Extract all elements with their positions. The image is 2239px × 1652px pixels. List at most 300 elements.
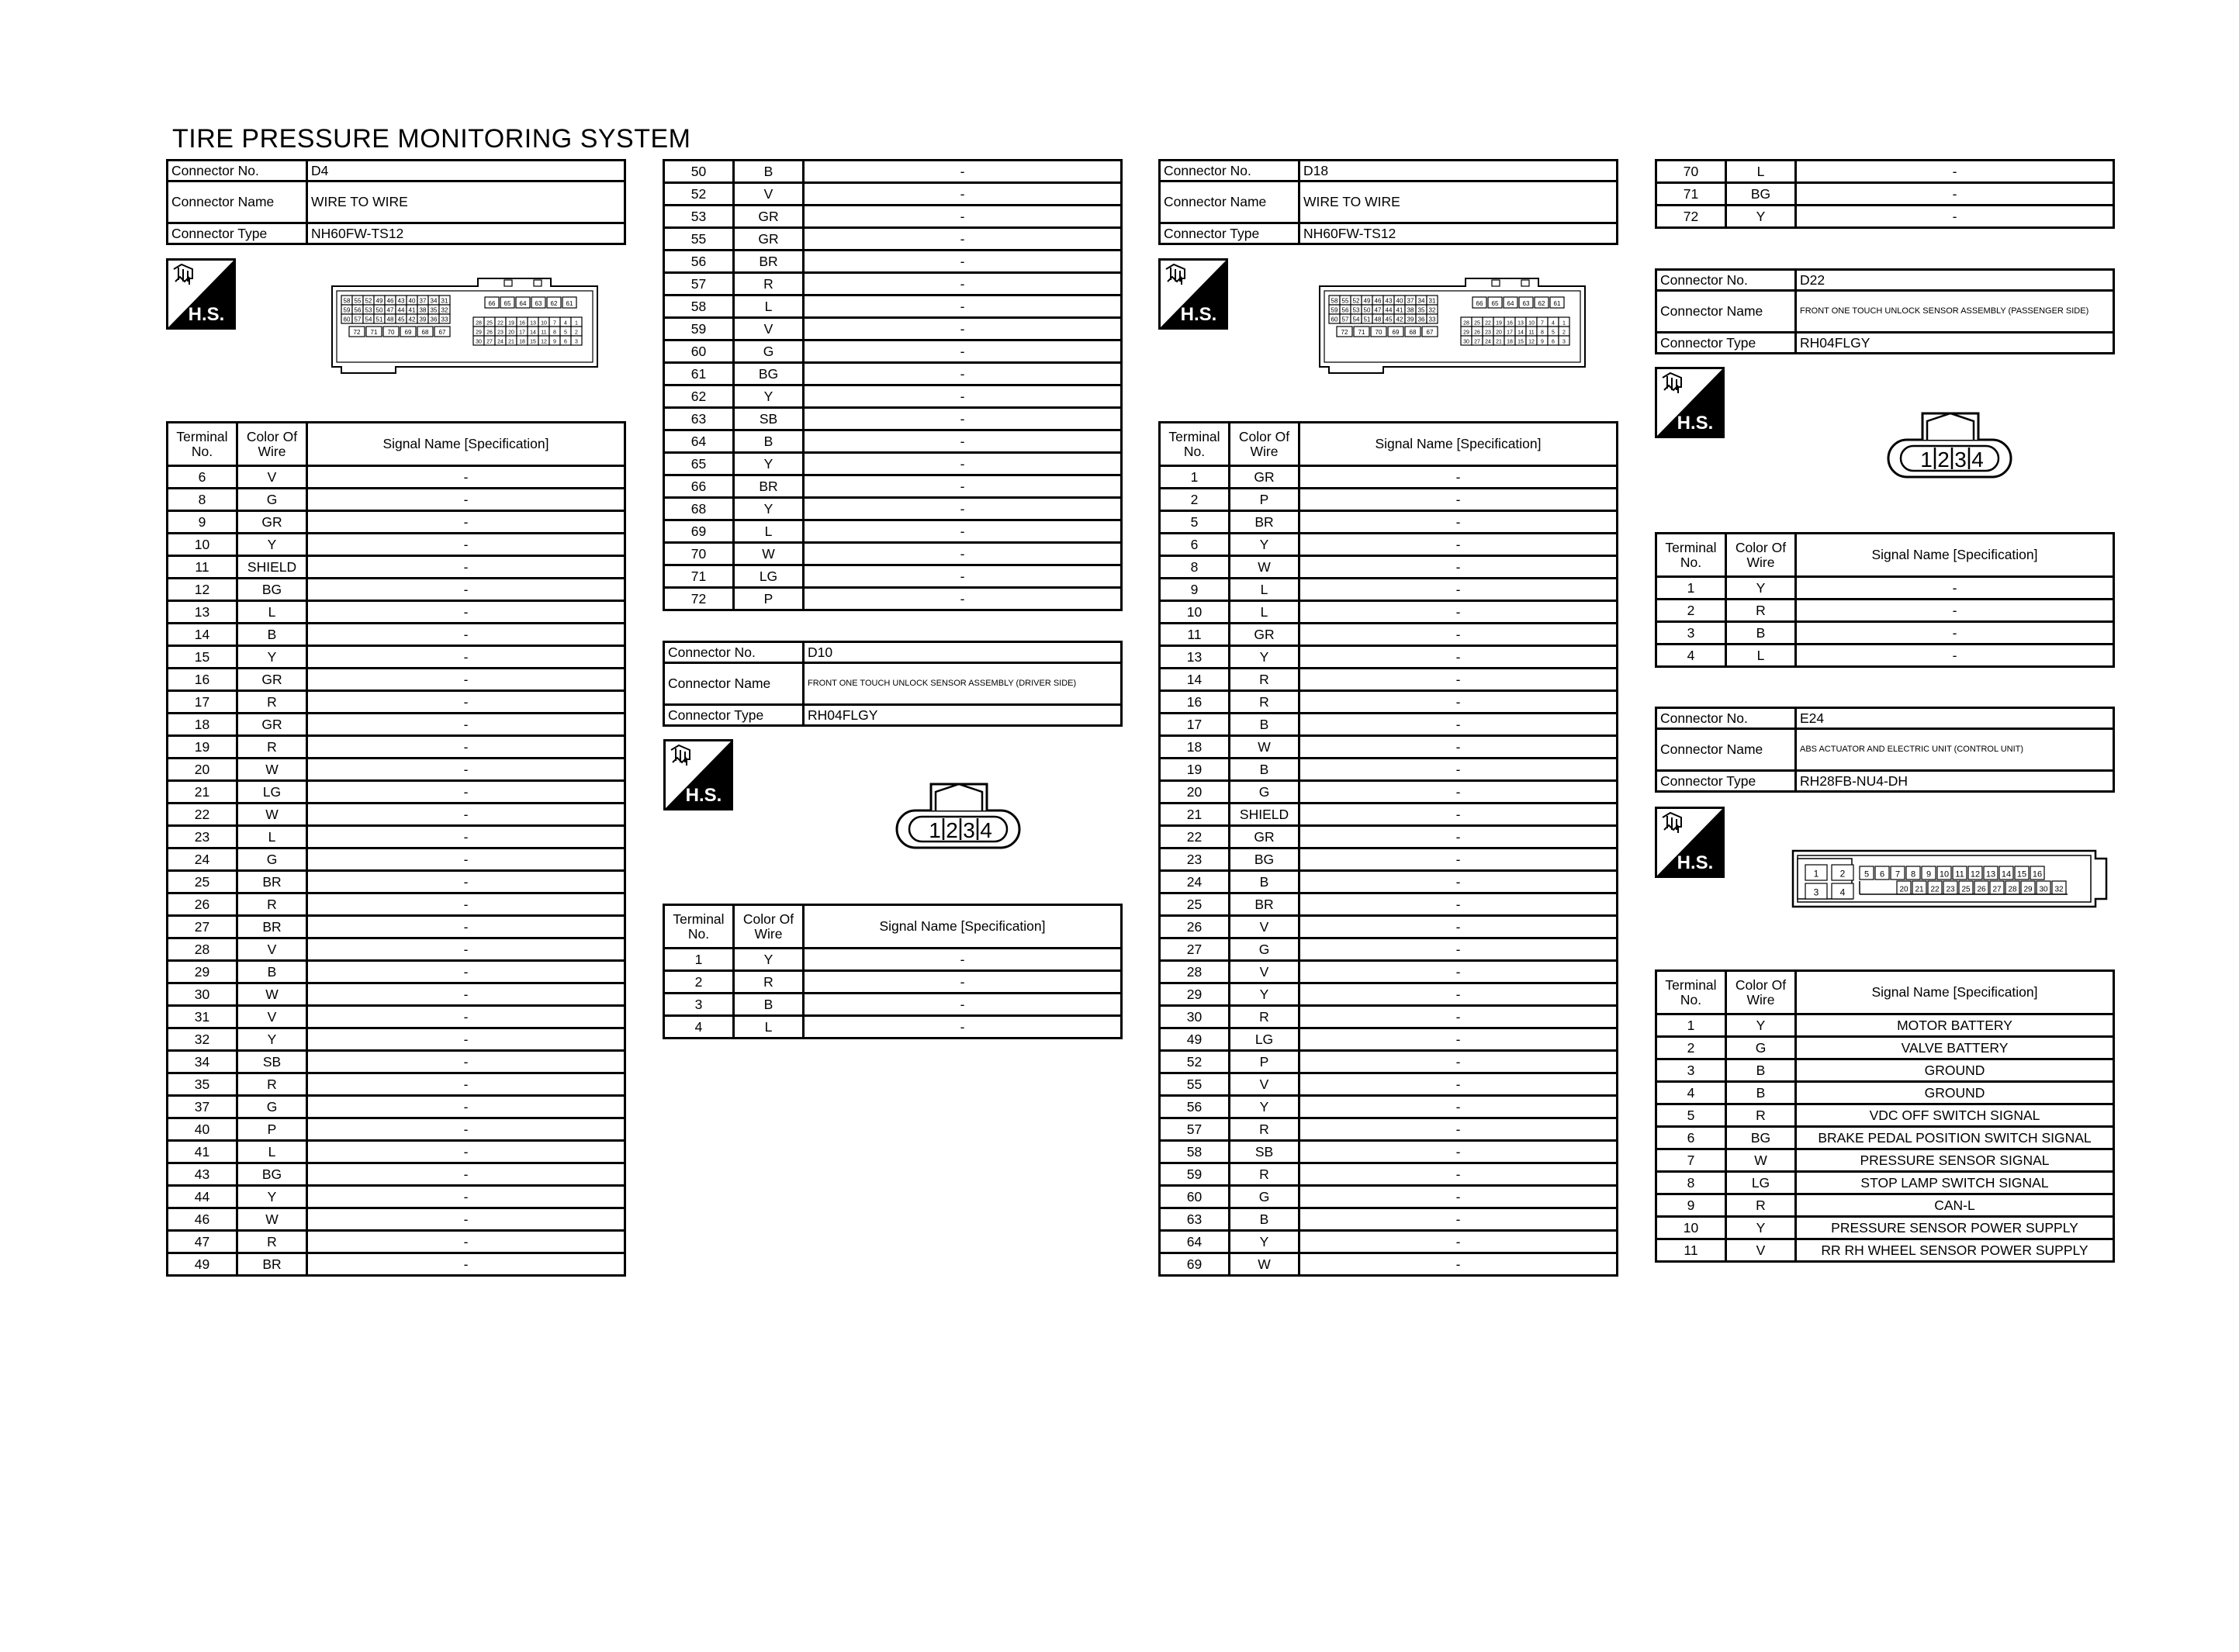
d22-terminal-table (1655, 532, 2115, 668)
pin-label: 17 (519, 330, 525, 336)
pin-label: 21 (1496, 339, 1502, 345)
table-row (168, 1141, 625, 1163)
wire-color-cell: SB (734, 408, 804, 430)
table-row (1656, 1172, 2114, 1194)
wire-color-cell: Y (1230, 534, 1299, 556)
pin-label: 35 (1417, 306, 1425, 314)
wire-color-cell: BR (237, 871, 307, 893)
terminal-no-cell: 10 (1656, 1217, 1726, 1239)
table-row (1160, 1073, 1618, 1096)
signal-name-cell: - (307, 646, 625, 669)
wire-color-cell: SB (1230, 1141, 1299, 1163)
pin-label: 25 (1961, 885, 1971, 894)
pin-label: 32 (441, 306, 448, 314)
pin-label: 28 (1463, 320, 1469, 327)
terminal-no-cell: 21 (168, 781, 237, 804)
label-connector-no: Connector No. (168, 161, 307, 181)
pin-label: 47 (1374, 306, 1382, 314)
signal-name-cell: GROUND (1796, 1082, 2114, 1104)
pin-label: 71 (370, 329, 378, 337)
signal-name-cell: - (804, 408, 1122, 430)
pin-label: 23 (1485, 330, 1491, 336)
signal-name-cell: - (1299, 1141, 1618, 1163)
table-row (168, 1163, 625, 1186)
table-row (168, 871, 625, 893)
pin-label: 26 (486, 330, 493, 336)
signal-name-cell: - (1299, 466, 1618, 489)
signal-name-cell: - (804, 453, 1122, 475)
wire-color-cell: B (1230, 714, 1299, 736)
pin-label: 13 (1517, 320, 1524, 327)
terminal-no-cell: 9 (1656, 1194, 1726, 1217)
wire-color-cell: P (734, 588, 804, 610)
table-row (168, 601, 625, 624)
pin-label: 30 (476, 339, 482, 345)
terminal-no-cell: 1 (1160, 466, 1230, 489)
pin-label: 49 (375, 297, 383, 305)
terminal-no-cell: 10 (1160, 601, 1230, 624)
terminal-no-cell: 72 (1656, 206, 1726, 228)
d18-terminal-continuation-table (1655, 159, 2115, 229)
pin-label: 44 (1385, 306, 1393, 314)
terminal-no-cell: 6 (1656, 1127, 1726, 1149)
pin-label: 36 (430, 316, 438, 323)
pin-label: 60 (1331, 316, 1338, 323)
e24-terminal-table (1655, 969, 2115, 1263)
wire-color-cell: V (1230, 961, 1299, 983)
table-row (1160, 1118, 1618, 1141)
table-row (664, 453, 1122, 475)
d4-info-block (166, 159, 626, 245)
wire-color-cell: L (237, 826, 307, 848)
pin-label: 33 (1428, 316, 1436, 323)
terminal-no-cell: 27 (1160, 938, 1230, 961)
wire-color-cell: W (237, 983, 307, 1006)
terminal-no-cell: 5 (1656, 1104, 1726, 1127)
table-row (1160, 489, 1618, 511)
table-row (1656, 1194, 2114, 1217)
signal-name-cell: - (1299, 1006, 1618, 1028)
pin-label: 36 (1417, 316, 1425, 323)
signal-name-cell: PRESSURE SENSOR SIGNAL (1796, 1149, 2114, 1172)
pin-label: 1 (929, 818, 941, 842)
d4-terminal-rows (168, 466, 625, 1276)
color-of-wire-header: Color Of Wire (1230, 423, 1299, 466)
table-row (1656, 1037, 2114, 1059)
signal-name-cell: - (307, 1051, 625, 1073)
pin-label: 27 (1474, 339, 1480, 345)
terminal-no-cell: 37 (168, 1096, 237, 1118)
wire-color-cell: L (1726, 161, 1796, 183)
signal-name-cell: - (1299, 983, 1618, 1006)
pin-label: 39 (1407, 316, 1414, 323)
wire-color-cell: Y (1230, 983, 1299, 1006)
signal-name-cell: - (804, 183, 1122, 206)
pin-label: 34 (430, 297, 438, 305)
wire-color-cell: R (1726, 1194, 1796, 1217)
wire-color-cell: V (734, 318, 804, 340)
wire-color-cell: Y (1230, 1231, 1299, 1253)
pin-label: 21 (508, 339, 514, 345)
signal-name-cell: - (1299, 646, 1618, 669)
hs-harness-side-icon (1655, 807, 1725, 878)
terminal-no-cell: 11 (1160, 624, 1230, 646)
pin-label: 25 (486, 320, 493, 327)
table-row (1160, 1163, 1618, 1186)
table-row (664, 565, 1122, 588)
label-connector-name: Connector Name (1656, 729, 1796, 771)
terminal-no-cell: 8 (168, 489, 237, 511)
wire-color-cell: W (1230, 736, 1299, 759)
table-row (1160, 1006, 1618, 1028)
signal-name-cell: - (1299, 1051, 1618, 1073)
signal-name-cell: - (307, 826, 625, 848)
terminal-no-cell: 20 (1160, 781, 1230, 804)
signal-name-cell: - (307, 1006, 625, 1028)
wire-color-cell: B (734, 994, 804, 1016)
pin-label: 39 (419, 316, 427, 323)
terminal-no-cell: 11 (168, 556, 237, 579)
d18-connector-name: WIRE TO WIRE (1299, 181, 1618, 223)
terminal-no-cell: 6 (1160, 534, 1230, 556)
table-row (664, 475, 1122, 498)
d10-connector-name: FRONT ONE TOUCH UNLOCK SENSOR ASSEMBLY (DRIVER SIDE) (804, 663, 1122, 705)
table-row (1160, 1208, 1618, 1231)
d22-connector-name: FRONT ONE TOUCH UNLOCK SENSOR ASSEMBLY (PASSENGER SIDE) (1796, 291, 2114, 333)
wire-color-cell: L (734, 520, 804, 543)
table-row (1656, 645, 2114, 667)
pin-label: 47 (386, 306, 394, 314)
pin-label: 13 (530, 320, 536, 327)
pin-label: 60 (343, 316, 351, 323)
pin-label: 7 (553, 320, 556, 327)
table-row (1656, 1082, 2114, 1104)
wire-color-cell: L (1230, 579, 1299, 601)
terminal-no-cell: 4 (664, 1016, 734, 1039)
terminal-no-cell: 43 (168, 1163, 237, 1186)
pin-label: 18 (519, 339, 525, 345)
terminal-no-cell: 2 (1656, 600, 1726, 622)
terminal-no-cell: 70 (664, 543, 734, 565)
signal-name-cell: - (1796, 645, 2114, 667)
color-of-wire-header: Color Of Wire (1726, 534, 1796, 577)
signal-name-cell: - (804, 949, 1122, 971)
wire-color-cell: R (237, 736, 307, 759)
d22-connector-face-diagram (1884, 409, 2016, 483)
signal-name-cell: - (307, 579, 625, 601)
wire-color-cell: B (734, 430, 804, 453)
signal-name-header: Signal Name [Specification] (307, 423, 625, 466)
pin-label: 10 (541, 320, 547, 327)
pin-label: 2 (575, 330, 578, 336)
wire-color-cell: R (237, 1231, 307, 1253)
pin-label: 54 (365, 316, 372, 323)
pin-label: 44 (397, 306, 405, 314)
e24-connector-face-diagram (1788, 835, 2114, 922)
wire-color-cell: W (237, 1208, 307, 1231)
pin-label: 3 (575, 339, 578, 345)
wire-color-cell: R (237, 1073, 307, 1096)
signal-name-cell: - (1299, 1118, 1618, 1141)
d4-info-table (166, 159, 626, 245)
signal-name-cell: - (307, 1208, 625, 1231)
table-row (1160, 601, 1618, 624)
pin-label: 7 (1895, 869, 1901, 880)
signal-name-cell: - (307, 1231, 625, 1253)
wire-color-cell: B (1726, 622, 1796, 645)
d18-connector-no: D18 (1299, 161, 1618, 181)
pin-label: 57 (1341, 316, 1349, 323)
table-row (1656, 1104, 2114, 1127)
terminal-no-cell: 49 (1160, 1028, 1230, 1051)
terminal-no-cell: 4 (1656, 1082, 1726, 1104)
terminal-no-cell: 58 (664, 295, 734, 318)
signal-name-cell: - (804, 520, 1122, 543)
pin-label: 46 (1374, 297, 1382, 305)
wire-color-cell: W (1726, 1149, 1796, 1172)
signal-name-cell: - (1796, 577, 2114, 600)
pin-label: 5 (1864, 869, 1870, 880)
terminal-no-cell: 17 (1160, 714, 1230, 736)
terminal-no-cell: 50 (664, 161, 734, 183)
wire-color-cell: BR (237, 916, 307, 938)
wire-color-cell: R (1726, 600, 1796, 622)
wire-color-cell: GR (1230, 466, 1299, 489)
wire-color-cell: Y (237, 646, 307, 669)
terminal-no-cell: 69 (1160, 1253, 1230, 1276)
table-row (1656, 1127, 2114, 1149)
table-row (1160, 736, 1618, 759)
signal-name-cell: - (804, 588, 1122, 610)
pin-label: 53 (1352, 306, 1360, 314)
pin-label: 15 (2016, 869, 2027, 880)
terminal-no-cell: 8 (1656, 1172, 1726, 1194)
wire-color-cell: G (237, 848, 307, 871)
pin-label: 70 (387, 329, 395, 337)
pin-label: 69 (1392, 329, 1400, 337)
pin-label: 69 (404, 329, 412, 337)
terminal-no-cell: 3 (664, 994, 734, 1016)
d22-connector-no: D22 (1796, 270, 2114, 291)
pin-label: 28 (2008, 885, 2017, 894)
terminal-no-cell: 24 (168, 848, 237, 871)
pin-label: 14 (2001, 869, 2012, 880)
signal-name-cell: - (804, 273, 1122, 295)
signal-name-cell: - (1299, 601, 1618, 624)
wire-color-cell: BR (734, 251, 804, 273)
pin-label: 11 (541, 330, 547, 336)
e24-connector-no: E24 (1796, 708, 2114, 729)
terminal-no-cell: 30 (168, 983, 237, 1006)
terminal-no-cell: 20 (168, 759, 237, 781)
terminal-no-cell: 3 (1656, 1059, 1726, 1082)
signal-name-cell: - (804, 340, 1122, 363)
table-row (664, 385, 1122, 408)
table-row (168, 646, 625, 669)
pin-label: 57 (354, 316, 362, 323)
d22-terminal-block (1655, 532, 2115, 668)
d10-info-table (663, 641, 1123, 727)
wire-color-cell: R (1230, 1006, 1299, 1028)
signal-name-cell: - (307, 1118, 625, 1141)
terminal-no-cell: 61 (664, 363, 734, 385)
pin-label: 4 (1839, 886, 1846, 898)
wire-color-cell: R (734, 273, 804, 295)
table-row (1160, 938, 1618, 961)
color-of-wire-header: Color Of Wire (1726, 971, 1796, 1014)
signal-name-cell: - (804, 295, 1122, 318)
signal-name-cell: - (1299, 624, 1618, 646)
pin-label: 20 (508, 330, 514, 336)
pin-label: 8 (1910, 869, 1916, 880)
d18-info-block (1158, 159, 1618, 245)
signal-name-cell: - (804, 430, 1122, 453)
pin-label: 3 (1954, 448, 1967, 472)
wire-color-cell: LG (1726, 1172, 1796, 1194)
terminal-no-cell: 5 (1160, 511, 1230, 534)
e24-info-block (1655, 707, 2115, 793)
wire-color-cell: B (237, 624, 307, 646)
pin-label: 33 (441, 316, 448, 323)
terminal-no-cell: 31 (168, 1006, 237, 1028)
terminal-no-cell: 56 (664, 251, 734, 273)
terminal-no-cell: 62 (664, 385, 734, 408)
terminal-no-cell: 71 (664, 565, 734, 588)
terminal-no-cell: 2 (664, 971, 734, 994)
d22-info-table (1655, 268, 2115, 354)
signal-name-cell: - (1796, 183, 2114, 206)
pin-label: 12 (541, 339, 547, 345)
table-row (1656, 1239, 2114, 1262)
pin-label: 48 (1374, 316, 1382, 323)
signal-name-cell: - (804, 251, 1122, 273)
wire-color-cell: V (237, 1006, 307, 1028)
d10-terminal-block (663, 904, 1123, 1039)
wire-color-cell: L (734, 1016, 804, 1039)
wire-color-cell: BR (734, 475, 804, 498)
signal-name-header: Signal Name [Specification] (1796, 971, 2114, 1014)
pin-label: 72 (1341, 329, 1348, 337)
label-connector-type: Connector Type (664, 705, 804, 726)
terminal-no-cell: 58 (1160, 1141, 1230, 1163)
terminal-no-cell: 17 (168, 691, 237, 714)
signal-name-cell: - (307, 1028, 625, 1051)
terminal-no-cell: 65 (664, 453, 734, 475)
terminal-no-cell: 18 (1160, 736, 1230, 759)
terminal-no-cell: 60 (664, 340, 734, 363)
wire-color-cell: R (237, 691, 307, 714)
signal-name-cell: - (1299, 1208, 1618, 1231)
pin-label: 26 (1977, 885, 1986, 894)
signal-name-cell: VALVE BATTERY (1796, 1037, 2114, 1059)
terminal-no-cell: 19 (1160, 759, 1230, 781)
signal-name-cell: - (1299, 1028, 1618, 1051)
terminal-no-cell: 52 (664, 183, 734, 206)
wire-color-cell: L (734, 295, 804, 318)
pin-label: 20 (1496, 330, 1502, 336)
terminal-no-cell: 28 (168, 938, 237, 961)
pin-label: 45 (397, 316, 405, 323)
table-row (1656, 1059, 2114, 1082)
label-connector-name: Connector Name (168, 181, 307, 223)
signal-name-cell: - (1299, 1231, 1618, 1253)
label-connector-no: Connector No. (1656, 708, 1796, 729)
wire-color-cell: R (1230, 669, 1299, 691)
table-row (1160, 804, 1618, 826)
pin-label: 25 (1474, 320, 1480, 327)
signal-name-cell: - (307, 489, 625, 511)
terminal-no-cell: 22 (1160, 826, 1230, 848)
pin-label: 2 (1937, 448, 1950, 472)
pin-label: 71 (1358, 329, 1365, 337)
signal-name-cell: - (1796, 206, 2114, 228)
terminal-no-header: Terminal No. (664, 905, 734, 949)
wire-color-cell: V (1230, 916, 1299, 938)
table-row (168, 624, 625, 646)
table-row (664, 520, 1122, 543)
signal-name-cell: - (307, 511, 625, 534)
table-row (664, 1016, 1122, 1039)
signal-name-cell: - (307, 804, 625, 826)
signal-name-cell: - (307, 848, 625, 871)
pin-label: 27 (486, 339, 493, 345)
wire-color-cell: P (1230, 1051, 1299, 1073)
table-row (664, 318, 1122, 340)
wire-color-cell: Y (1230, 646, 1299, 669)
table-row (168, 489, 625, 511)
table-row (1656, 1014, 2114, 1037)
signal-name-cell: - (1299, 871, 1618, 893)
pin-label: 1 (1920, 448, 1933, 472)
terminal-no-cell: 32 (168, 1028, 237, 1051)
table-row (168, 1186, 625, 1208)
wire-color-cell: W (1230, 1253, 1299, 1276)
wire-color-cell: L (237, 1141, 307, 1163)
d18-info-table (1158, 159, 1618, 245)
table-row (1160, 826, 1618, 848)
signal-name-cell: - (1796, 600, 2114, 622)
wire-color-cell: V (237, 938, 307, 961)
pin-label: 59 (1331, 306, 1338, 314)
pin-label: 3 (963, 818, 975, 842)
pin-label: 16 (519, 320, 525, 327)
d4-terminal-continuation-table (663, 159, 1123, 611)
pin-label: 32 (1428, 306, 1436, 314)
table-row (664, 543, 1122, 565)
table-row (168, 556, 625, 579)
wire-color-cell: G (1230, 938, 1299, 961)
pin-label: 64 (519, 299, 527, 307)
pin-label: 61 (566, 299, 573, 307)
d4-connector-type: NH60FW-TS12 (307, 223, 625, 244)
wire-color-cell: W (1230, 556, 1299, 579)
terminal-no-cell: 1 (1656, 1014, 1726, 1037)
pin-label: 42 (408, 316, 416, 323)
table-row (1160, 871, 1618, 893)
pin-label: 35 (430, 306, 438, 314)
terminal-no-cell: 27 (168, 916, 237, 938)
pin-label: 6 (1552, 339, 1555, 345)
pin-label: 55 (354, 297, 362, 305)
terminal-no-cell: 60 (1160, 1186, 1230, 1208)
wire-color-cell: V (1726, 1239, 1796, 1262)
terminal-no-cell: 29 (1160, 983, 1230, 1006)
terminal-no-cell: 24 (1160, 871, 1230, 893)
terminal-no-cell: 66 (664, 475, 734, 498)
terminal-no-cell: 49 (168, 1253, 237, 1276)
table-row (1160, 1028, 1618, 1051)
terminal-no-cell: 9 (1160, 579, 1230, 601)
